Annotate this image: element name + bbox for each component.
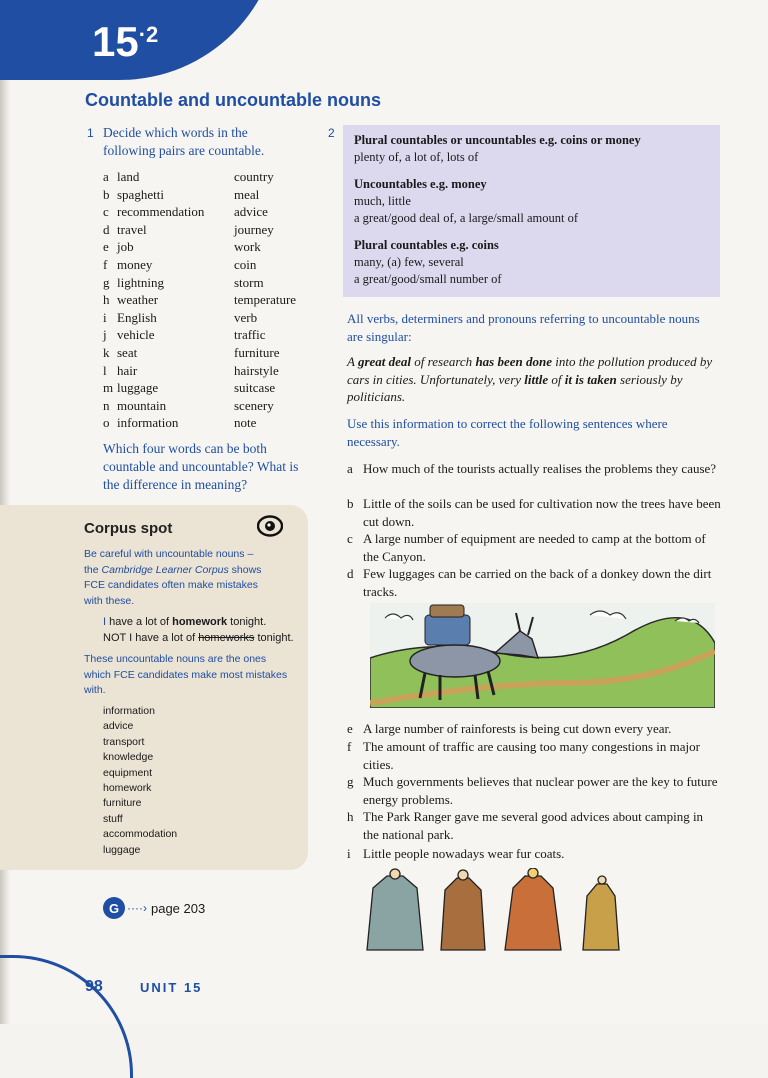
wrong-word: homeworks [198, 632, 255, 644]
uncountable-noun: equipment [103, 766, 153, 779]
pair-word-2: hairstyle [234, 362, 279, 378]
pair-word-2: work [234, 239, 261, 255]
exercise-1-question: Which four words can be both countable and uncountable? What is the difference in meaning? [103, 441, 299, 492]
sentence-letter: d [347, 566, 354, 581]
example-bold: great deal [357, 354, 412, 369]
box-line: plenty of, a lot of, lots of [354, 150, 479, 164]
exercise-sentence [347, 495, 722, 530]
grammar-reference-link[interactable] [103, 897, 205, 919]
pair-letter: d [103, 221, 110, 237]
exercise-sentence [347, 530, 722, 565]
unit-section-number [92, 18, 158, 66]
pair-word-2: coin [234, 256, 257, 272]
box-section-uncountables [354, 176, 578, 227]
example-bold: it is taken [564, 371, 617, 387]
pair-letter: c [103, 204, 109, 220]
sentence-letter: f [347, 739, 352, 754]
box-heading: Uncountables e.g. money [354, 177, 487, 191]
pair-word-1: mountain [117, 397, 167, 413]
word-pairs-list [103, 168, 296, 432]
box-line: a great/good deal of, a large/small amount of [354, 211, 578, 225]
page-number: 98 [85, 978, 103, 995]
uncountable-noun: luggage [103, 843, 141, 856]
uncountable-noun: homework [103, 782, 152, 795]
word-pair-row [103, 362, 296, 380]
word-pair-row [103, 344, 296, 362]
pair-word-2: temperature [234, 292, 297, 308]
pair-word-2: journey [234, 221, 274, 237]
corpus-example-correct [103, 614, 294, 630]
box-section-plural-countables [354, 237, 502, 288]
corpus-intro-2a: the [84, 563, 102, 576]
word-pair-row [103, 379, 296, 397]
word-pair-row [103, 203, 296, 221]
pair-letter: o [103, 415, 110, 431]
pair-letter: g [103, 274, 110, 290]
pair-word-1: lightning [117, 274, 164, 290]
section-title: Countable and uncountable nouns [85, 90, 381, 110]
word-pair-row [103, 309, 296, 327]
correct-part-2: tonight. [227, 616, 267, 628]
uncountable-noun: knowledge [103, 751, 154, 764]
box-line: a great/good/small number of [354, 272, 502, 286]
example-bold: has been done [475, 354, 552, 369]
example-part: of [548, 371, 565, 387]
exercise-1-number: 1 [87, 126, 94, 140]
exercise-sentence [347, 738, 722, 773]
pair-letter: l [103, 362, 107, 378]
footer-arc [0, 955, 133, 1078]
corpus-intro-line-4: with these. [84, 594, 135, 607]
pair-letter: n [103, 397, 110, 413]
sentence-text: Little people nowadays wear fur coats. [363, 846, 565, 861]
grammar-page-ref: page 203 [150, 900, 206, 916]
uncountable-noun: furniture [103, 797, 142, 810]
pair-word-2: verb [234, 309, 258, 325]
sentence-letter: a [347, 461, 353, 476]
pair-letter: b [103, 186, 110, 202]
word-pair-row [103, 186, 296, 204]
exercise-sentence [347, 773, 722, 808]
corpus-example [103, 614, 294, 646]
pair-word-1: job [117, 239, 134, 255]
example-part: seriously by politicians. [347, 371, 683, 404]
pair-word-1: English [117, 309, 157, 325]
pair-letter: j [103, 327, 107, 343]
uncountable-noun: accommodation [103, 828, 178, 841]
dotted-arrow-icon: ····› [127, 901, 147, 915]
exercise-sentence [347, 808, 722, 843]
corpus-intro-line-1: Be careful with uncountable nouns – [84, 548, 254, 560]
pair-word-1: recommendation [117, 204, 205, 220]
pair-word-1: travel [117, 221, 147, 237]
footer-unit-label: UNIT 15 [140, 980, 203, 995]
pair-word-2: scenery [234, 397, 274, 413]
exercise-sentence [347, 460, 722, 478]
corpus-example-wrong [103, 630, 294, 646]
pair-word-1: money [117, 256, 153, 272]
donkey-illustration [370, 603, 715, 708]
pair-word-1: spaghetti [117, 186, 164, 202]
pair-letter: h [103, 292, 110, 308]
grammar-rule: All verbs, determiners and pronouns referring to uncountable nouns are singular: [347, 311, 700, 344]
word-pair-row [103, 274, 296, 292]
uncountable-noun: advice [103, 720, 134, 733]
corpus-intro [84, 547, 289, 609]
sentence-text: A large number of equipment are needed to camp at the bottom of the Canyon. [363, 531, 706, 564]
uncountable-noun: stuff [103, 812, 123, 825]
word-pair-row [103, 414, 296, 432]
section-number: ·2 [138, 22, 159, 47]
box-heading: Plural countables e.g. coins [354, 238, 499, 252]
exercise-2-instruction: Use this information to correct the following sentences where necessary. [347, 416, 668, 449]
sentence-text: Much governments believes that nuclear power are the key to future energy problems. [363, 774, 718, 807]
uncountable-noun-list [103, 704, 177, 858]
word-pair-row [103, 291, 296, 309]
box-line: many, (a) few, several [354, 255, 464, 269]
sentence-text: The Park Ranger gave me several good advices about camping in the national park. [363, 809, 704, 842]
pair-word-2: country [234, 169, 274, 184]
pair-letter: k [103, 344, 110, 360]
exercise-1-instruction: Decide which words in the following pairs are countable. [103, 125, 265, 158]
pair-word-2: advice [234, 204, 268, 220]
corpus-intro-2c: shows [228, 563, 262, 576]
pair-letter: e [103, 239, 109, 255]
sentence-text: A large number of rainforests is being cut down every year. [363, 721, 672, 736]
correct-part-1: have a lot of [106, 616, 173, 628]
corpus-note: These uncountable nouns are the ones which FCE candidates make most mistakes with. [84, 653, 288, 696]
pair-word-2: meal [234, 186, 260, 202]
sentence-letter: i [347, 846, 351, 861]
sentence-letter: h [347, 809, 354, 824]
correct-pronoun: I [103, 616, 107, 628]
uncountable-noun: transport [103, 735, 145, 748]
example-part: into the pollution produced by cars in cities. Unfortunately, very [347, 354, 713, 387]
pair-word-1: seat [117, 344, 138, 360]
pair-word-1: land [117, 169, 140, 184]
pair-letter: m [103, 380, 114, 396]
corpus-intro-line-3: FCE candidates often make mistakes [84, 579, 258, 591]
wrong-part-1: NOT I have a lot of [103, 632, 199, 644]
pair-word-1: hair [117, 362, 138, 378]
pair-word-2: traffic [234, 327, 266, 343]
box-heading: Plural countables or uncountables e.g. coins or money [354, 133, 641, 147]
pair-word-2: suitcase [234, 380, 276, 396]
pair-letter: a [103, 169, 109, 184]
example-sentence [347, 353, 717, 406]
pair-word-1: information [117, 415, 179, 431]
corpus-spot-title: Corpus spot [84, 520, 173, 537]
correct-word: homework [172, 616, 228, 628]
pair-word-1: vehicle [117, 327, 155, 343]
sentence-text: Little of the soils can be used for cultivation now the trees have been cut down. [363, 496, 721, 529]
wrong-part-2: tonight. [254, 632, 294, 644]
example-part: of research [411, 354, 476, 369]
corpus-name: Cambridge Learner Corpus [101, 563, 229, 576]
sentence-letter: g [347, 774, 354, 789]
sentence-letter: e [347, 721, 353, 736]
corpus-intro-line-2 [84, 563, 289, 579]
uncountable-noun: information [103, 705, 155, 717]
sentence-letter: b [347, 496, 354, 511]
unit-number: 15 [92, 18, 139, 65]
word-pair-row [103, 168, 296, 186]
exercise-sentence [347, 720, 722, 738]
pair-word-2: note [234, 415, 257, 431]
example-bold: little [524, 371, 549, 387]
exercise-sentence [347, 845, 722, 863]
sentence-text: Few luggages can be carried on the back of a donkey down the dirt tracks. [363, 566, 712, 599]
word-pair-row [103, 238, 296, 256]
box-section-plural-or-uncountable [354, 132, 641, 166]
grammar-g-icon: G [103, 897, 125, 919]
pair-letter: f [103, 256, 108, 272]
word-pair-row [103, 256, 296, 274]
exercise-sentence [347, 565, 722, 600]
fur-coats-illustration [365, 868, 645, 963]
sentence-text: How much of the tourists actually realises the problems they cause? [363, 461, 717, 476]
sentence-text: The amount of traffic are causing too many congestions in major cities. [363, 739, 700, 772]
pair-letter: i [103, 309, 107, 325]
sentence-letter: c [347, 531, 353, 546]
word-pair-row [103, 221, 296, 239]
word-pair-row [103, 326, 296, 344]
example-part: A [347, 354, 358, 369]
word-pair-row [103, 397, 296, 415]
pair-word-2: storm [234, 274, 264, 290]
pair-word-2: furniture [234, 344, 280, 360]
pair-word-1: weather [117, 292, 159, 308]
corpus-eye-icon [257, 515, 283, 537]
box-line: much, little [354, 194, 411, 208]
pair-word-1: luggage [117, 380, 159, 396]
exercise-2-number: 2 [328, 126, 335, 140]
